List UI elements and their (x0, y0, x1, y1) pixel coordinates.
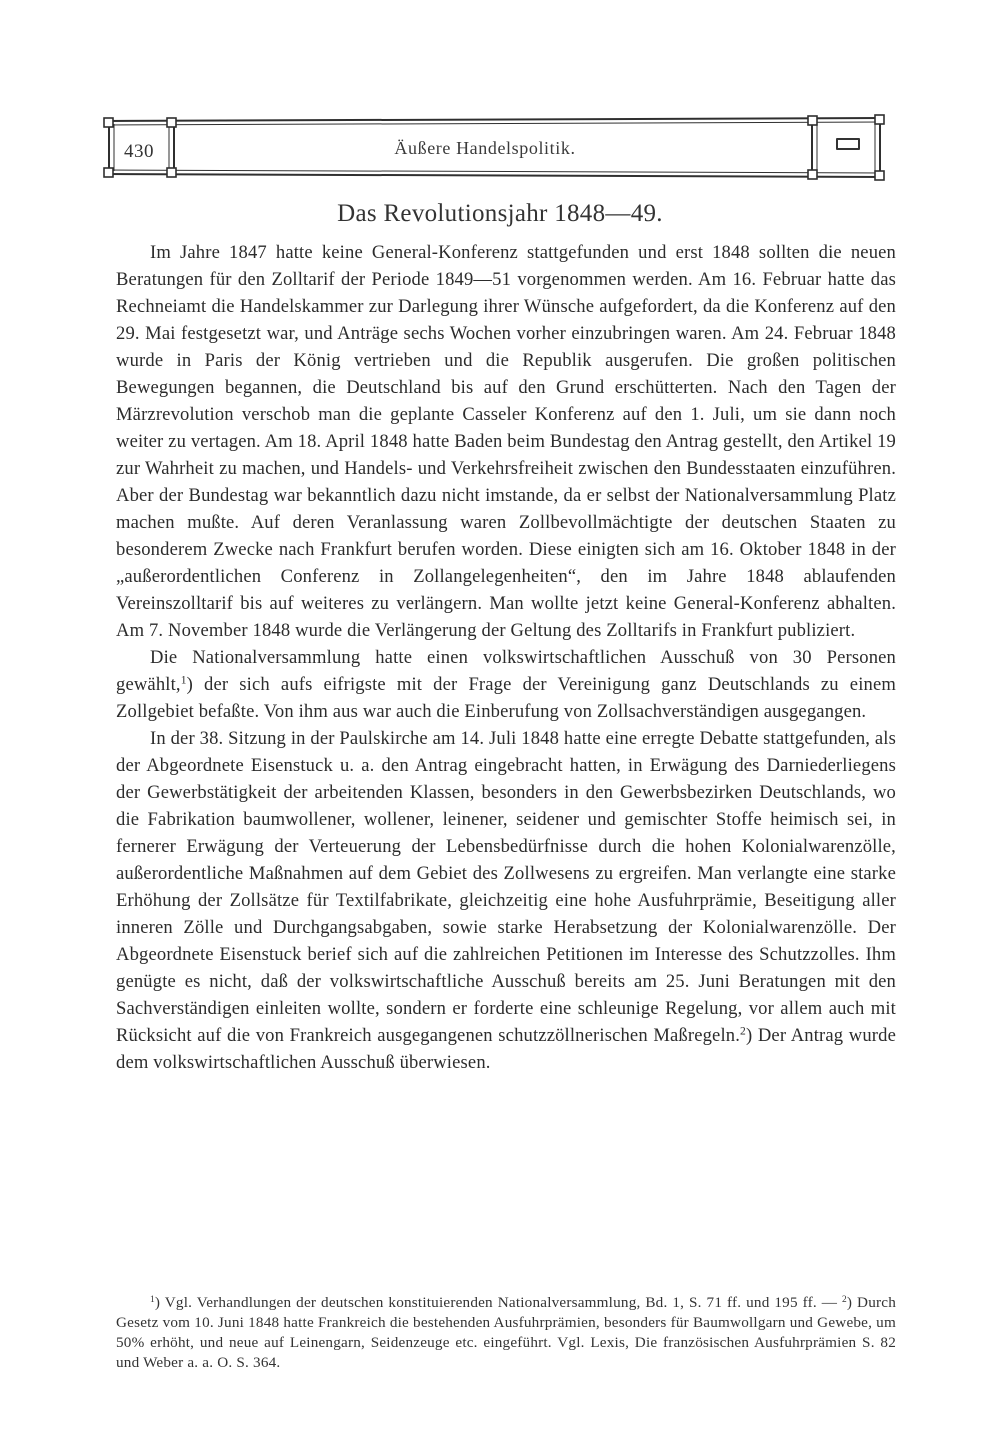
paragraph-2-text-cont: ) der sich aufs eifrigste mit der Frage der Vereinigung ganz Deutschlands zu einem Zollgebiet befaßte. Von ihm aus war auch die Einberufung von Zollsachverständigen ausgegangen. (116, 674, 896, 722)
footnotes (116, 1293, 896, 1373)
running-title: Äußere Handelspolitik. (394, 138, 576, 158)
footnote-marker-2: 2 (842, 1294, 847, 1305)
footnote-1-text: ) Vgl. Verhandlungen der deutschen konstituierenden Nationalversammlung, Bd. 1, S. 71 ff. und 195 ff. — (154, 1294, 842, 1311)
paragraph-3-text-cont: ) Der Antrag wurde dem volkswirtschaftlichen Ausschuß überwiesen. (116, 1025, 896, 1073)
footnote-block (116, 1293, 896, 1373)
paragraph-3 (116, 725, 896, 1076)
footnote-ref-2: 2 (740, 1025, 746, 1038)
footnote-2-text: ) Durch Gesetz vom 10. Juni 1848 hatte Frankreich die bestehenden Ausfuhrprämien, besonders für Baumwollgarn und Gewebe, um 50% erhöht, und neue auf Leinengarn, Seidenzeuge etc. eingeführt. Vgl. Lexis, Die französischen Ausfuhrprämien S. 82 und Weber a. a. O. S. 364. (116, 1294, 896, 1371)
section-title: Das Revolutionsjahr 1848—49. (337, 200, 663, 227)
paragraph-1: Im Jahre 1847 hatte keine General-Konferenz stattgefunden und erst 1848 sollten die neuen Beratungen für den Zolltarif der Periode 1849—51 vorgenommen werden. Am 16. Februar hatte das Rechneiamt die Handelskammer zur Darlegung ihrer Wünsche aufgefordert, da die Konferenz auf den 29. Mai festgesetzt war, und Anträge sechs Wochen vorher einzubringen waren. Am 24. Februar 1848 wurde in Paris der König vertrieben und die Republik ausgerufen. Die großen politischen Bewegungen begannen, die Deutschland bis auf den Grund erschütterten. Nach den Tagen der Märzrevolution verschob man die geplante Casseler Konferenz auf den 1. Juli, um sie dann noch weiter zu vertagen. Am 18. April 1848 hatte Baden beim Bundestag den Antrag gestellt, den Artikel 19 zur Wahrheit zu machen, und Handels- und Verkehrsfreiheit zwischen den Bundesstaaten einzuführen. Aber der Bundestag war bekanntlich dazu nicht imstande, da er selbst der Nationalversammlung Platz machen mußte. Auf deren Veranlassung waren Zollbevollmächtigte der deutschen Staaten zu besonderem Zwecke nach Frankfurt berufen worden. Diese einigten sich am 16. Oktober 1848 in der „außerordentlichen Conferenz in Zollangelegenheiten“, den im Jahre 1848 ablaufenden Vereinszolltarif bis auf weiteres zu verlängern. Man wollte jetzt keine General-Konferenz abhalten. Am 7. November 1848 wurde die Verlängerung der Geltung des Zolltarifs in Frankfurt publiziert. (116, 242, 896, 641)
footnote-ref-1: 1 (180, 674, 187, 687)
body-text (116, 239, 896, 1076)
paragraph-2-text: Die Nationalversammlung hatte einen volkswirtschaftlichen Ausschuß von 30 Personen gewählt, (116, 647, 896, 695)
page-number: 430 (124, 141, 154, 162)
paragraph-2 (116, 644, 896, 725)
footnote-marker-1: 1 (150, 1294, 155, 1305)
paragraph-3-text: In der 38. Sitzung in der Paulskirche am 14. Juli 1848 hatte eine erregte Debatte stattgefunden, als der Abgeordnete Eisenstuck u. a. den Antrag eingebracht hatten, in Erwägung des Darniederliegens der Gewerbstätigkeit der arbeitenden Klassen, besonders in den Gewerbsbezirken Deutschlands, wo die Fabrikation baumwollener, wollener, leinener, seidener und gemischter Stoffe heimisch sei, in fernerer Erwägung der Verteuerung der Lebensbedürfnisse durch die hohen Kolonialwarenzölle, außerordentliche Maßnahmen auf dem Gebiet des Zollwesens zu ergreifen. Man verlangte eine starke Erhöhung der Zollsätze für Textilfabrikate, gleichzeitig eine hohe Ausfuhrprämie, Beseitigung aller inneren Zölle und Durchgangsabgaben, sowie starke Herabsetzung der Kolonialwarenzölle. Der Abgeordnete Eisenstuck berief sich auf die zahlreichen Petitionen im Interesse des Schutzzolles. Ihm genügte es nicht, daß der volkswirtschaftliche Ausschuß bereits am 25. Juni Beratungen mit den Sachverständigen einleiten wollte, sondern er forderte eine schleunige Regelung, vor allem auch mit Rücksicht auf die von Frankreich ausgegangenen schutzzöllnerischen Maßregeln. (116, 728, 896, 1046)
ornament-box-icon (836, 138, 860, 150)
